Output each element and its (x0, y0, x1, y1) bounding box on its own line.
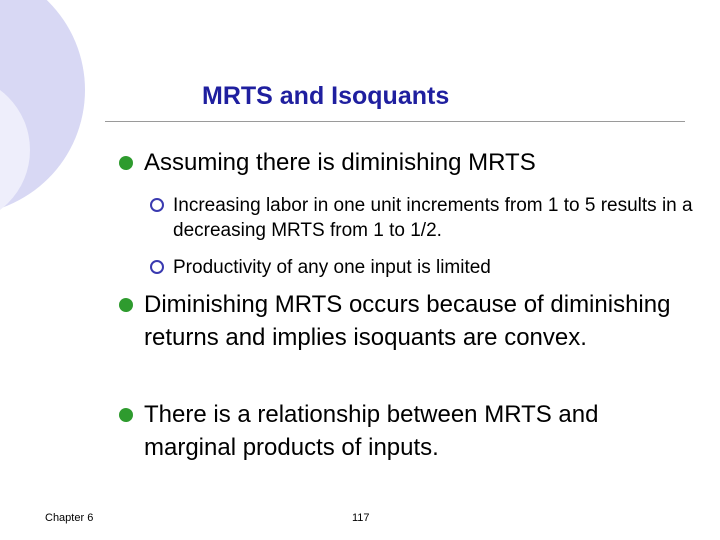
subbullet-text: Increasing labor in one unit increments from 1 to 5 results in a decreasing MRTS from 1 to 1/2. (173, 195, 693, 241)
hollow-circle-bullet-icon (150, 198, 164, 212)
bullet-text: Assuming there is diminishing MRTS (144, 149, 536, 176)
footer-chapter: Chapter 6 (45, 512, 94, 524)
decorative-circles (0, 0, 90, 260)
subbullet-increasing-labor (150, 193, 695, 243)
green-bullet-icon (119, 408, 133, 422)
hollow-circle-bullet-icon (150, 260, 164, 274)
slide-title: MRTS and Isoquants (202, 82, 450, 110)
bullet-mrts-marginal-products (115, 398, 690, 464)
green-bullet-icon (119, 298, 133, 312)
page-number: 117 (352, 512, 370, 524)
bullet-diminishing-returns (115, 288, 690, 354)
title-divider (105, 121, 685, 122)
bullet-text: Diminishing MRTS occurs because of diminishing returns and implies isoquants are convex. (144, 291, 671, 351)
bullet-text: There is a relationship between MRTS and marginal products of inputs. (144, 401, 599, 461)
subbullet-text: Productivity of any one input is limited (173, 257, 491, 278)
green-bullet-icon (119, 156, 133, 170)
subbullet-productivity-limited (150, 255, 695, 280)
bullet-assuming-diminishing-mrts (115, 148, 690, 178)
